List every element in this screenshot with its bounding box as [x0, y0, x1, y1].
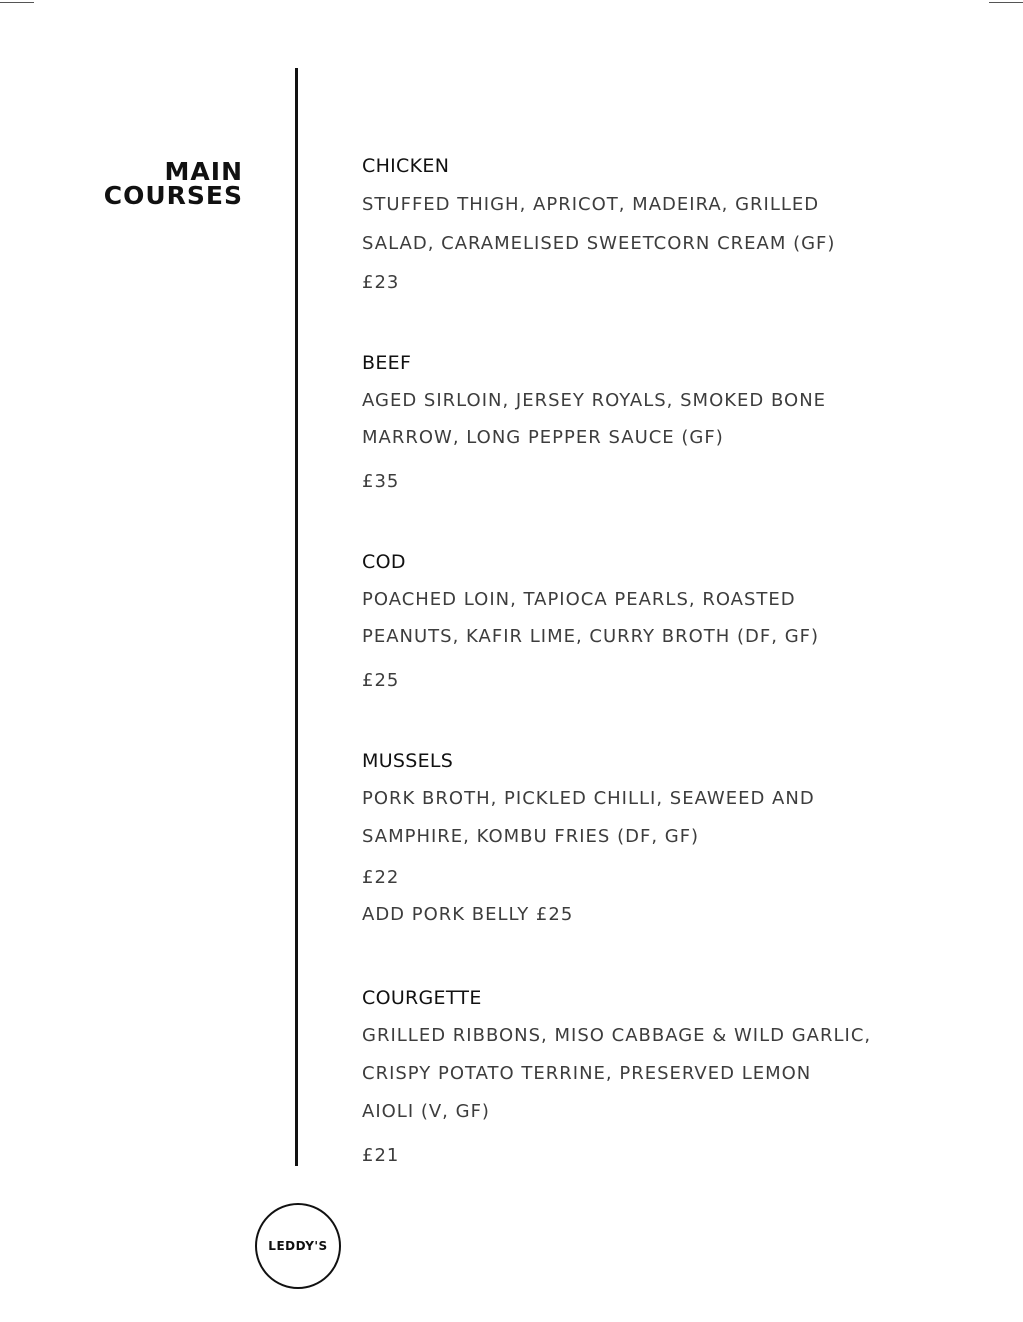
dish-description-line: MARROW, LONG PEPPER SAUCE (GF) [362, 427, 724, 448]
dish-description-line: CRISPY POTATO TERRINE, PRESERVED LEMON [362, 1063, 812, 1084]
dish-price: £25 [362, 670, 400, 691]
dish-cod [362, 551, 922, 692]
leddys-logo [255, 1203, 341, 1289]
dish-name: BEEF [362, 352, 412, 374]
dish-description-line: AGED SIRLOIN, JERSEY ROYALS, SMOKED BONE [362, 390, 827, 411]
dish-description-line: AIOLI (V, GF) [362, 1101, 490, 1122]
dish-name: CHICKEN [362, 155, 450, 177]
dish-description-line: SALAD, CARAMELISED SWEETCORN CREAM (GF) [362, 233, 836, 254]
dish-name: MUSSELS [362, 750, 454, 772]
dish-description-line: GRILLED RIBBONS, MISO CABBAGE & WILD GARLIC, [362, 1025, 872, 1046]
section-title [103, 157, 243, 210]
dish-description-line: PEANUTS, KAFIR LIME, CURRY BROTH (DF, GF) [362, 626, 820, 647]
section-title-line-1: MAIN [164, 157, 243, 186]
vertical-divider [295, 68, 298, 1166]
dish-price: £23 [362, 272, 400, 293]
dish-price: £22 [362, 867, 400, 888]
dish-description-line: POACHED LOIN, TAPIOCA PEARLS, ROASTED [362, 589, 796, 610]
dish-chicken [362, 155, 922, 294]
crop-mark-left [0, 2, 34, 3]
dish-description-line: PORK BROTH, PICKLED CHILLI, SEAWEED AND [362, 788, 815, 809]
dish-description-line: SAMPHIRE, KOMBU FRIES (DF, GF) [362, 826, 700, 847]
dish-name: COD [362, 551, 406, 573]
dish-price: £21 [362, 1145, 400, 1166]
dish-extra-option: ADD PORK BELLY £25 [362, 904, 574, 925]
dish-courgette [362, 987, 922, 1167]
dish-description-line: STUFFED THIGH, APRICOT, MADEIRA, GRILLED [362, 194, 820, 215]
crop-mark-right [989, 2, 1023, 3]
dish-name: COURGETTE [362, 987, 482, 1009]
section-title-line-2: COURSES [103, 181, 243, 210]
dish-price: £35 [362, 471, 400, 492]
logo-text: LEDDY'S [268, 1239, 328, 1253]
dish-beef [362, 352, 922, 493]
dish-mussels [362, 750, 922, 926]
